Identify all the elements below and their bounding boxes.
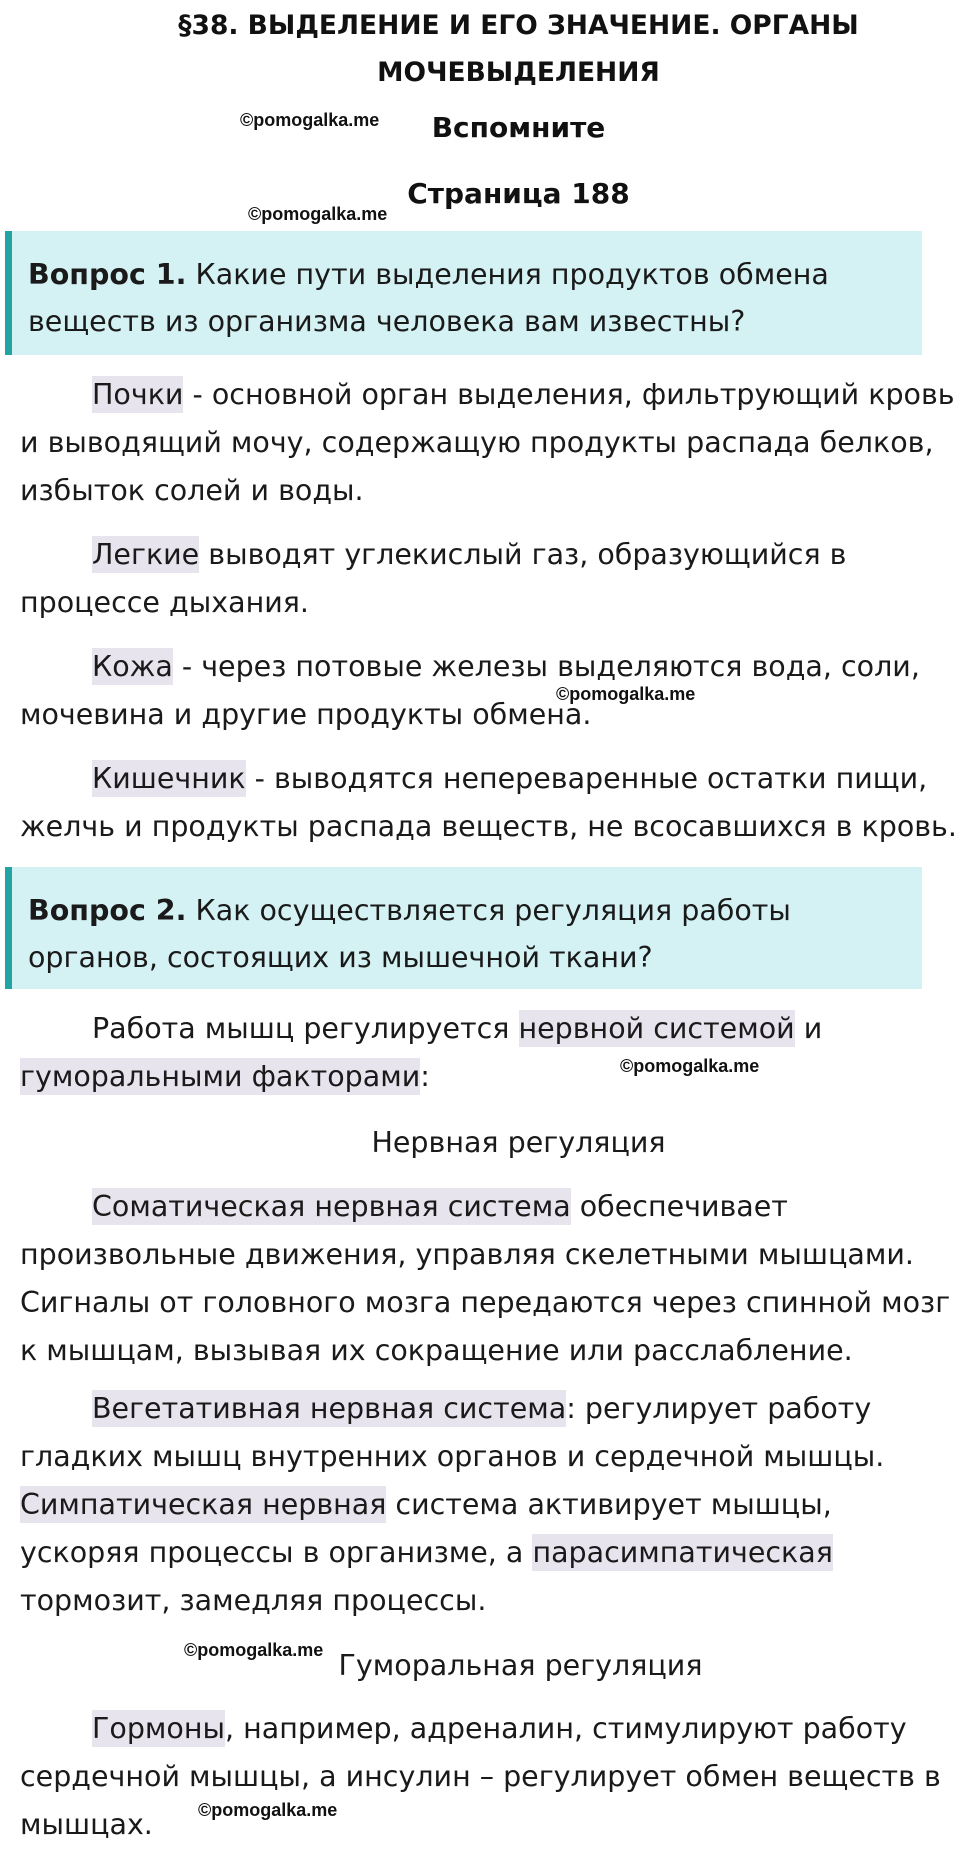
watermark: ©pomogalka.me <box>240 110 380 130</box>
paragraph-text: система активирует мышцы, ускоряя процессы в организме, а <box>20 1488 832 1569</box>
remember-heading: Вспомните <box>431 111 606 144</box>
regulation-intro <box>20 1005 960 1101</box>
page-title <box>0 2 960 96</box>
question-1-text: Какие пути выделения продуктов обмена веществ из организма человека вам известны? <box>28 258 829 338</box>
answer-text: - выводятся непереваренные остатки пищи, желчь и продукты распада веществ, не всосавшихся в кровь. <box>20 762 957 843</box>
intro-text: и <box>794 1012 823 1045</box>
hormones-paragraph <box>20 1705 960 1849</box>
term-hormones: Гормоны <box>92 1712 225 1745</box>
term-vegetative: Вегетативная нервная система <box>92 1392 567 1425</box>
title-line-2: МОЧЕВЫДЕЛЕНИЯ <box>377 57 660 88</box>
term-intestine: Кишечник <box>92 762 246 795</box>
watermark: ©pomogalka.me <box>248 204 388 224</box>
term-somatic: Соматическая нервная система <box>92 1190 571 1223</box>
nervous-regulation-heading: Нервная регуляция <box>371 1126 666 1159</box>
answer-text: - через потовые железы выделяются вода, соли, мочевина и другие продукты обмена. <box>20 650 920 731</box>
question-1-box <box>5 231 922 355</box>
vegetative-paragraph <box>20 1385 960 1625</box>
paragraph-text: тормозит, замедляя процессы. <box>20 1584 487 1617</box>
paragraph-text: обеспечивает произвольные движения, управляя скелетными мышцами. Сигналы от головного мозга передаются через спинной мозг к мышцам, вызывая их сокращение или расслабление. <box>20 1190 951 1367</box>
answer-intestine <box>20 755 960 851</box>
question-2-box <box>5 867 922 989</box>
paragraph-text: : регулирует работу гладких мышц внутренних органов и сердечной мышцы. <box>20 1392 885 1473</box>
answer-lungs <box>20 531 960 627</box>
question-2-label: Вопрос 2. <box>28 894 187 927</box>
intro-text: Работа мышц регулируется <box>92 1012 519 1045</box>
humoral-regulation-heading: Гуморальная регуляция <box>338 1649 703 1682</box>
answer-text: - основной орган выделения, фильтрующий кровь и выводящий мочу, содержащую продукты распада белков, избыток солей и воды. <box>20 378 955 507</box>
answer-kidneys <box>20 371 960 515</box>
term-parasympathetic: парасимпатическая <box>532 1536 833 1569</box>
term-humoral-factors: гуморальными факторами <box>20 1060 421 1093</box>
term-skin: Кожа <box>92 650 173 683</box>
answer-skin <box>20 643 960 739</box>
watermark: ©pomogalka.me <box>556 684 696 704</box>
watermark: ©pomogalka.me <box>198 1800 338 1820</box>
title-line-1: §38. ВЫДЕЛЕНИЕ И ЕГО ЗНАЧЕНИЕ. ОРГАНЫ <box>178 10 859 41</box>
somatic-paragraph <box>20 1183 960 1375</box>
question-2-text: Как осуществляется регуляция работы органов, состоящих из мышечной ткани? <box>28 894 791 974</box>
term-lungs: Легкие <box>92 538 200 571</box>
intro-text: : <box>420 1060 430 1093</box>
watermark: ©pomogalka.me <box>620 1056 760 1076</box>
term-sympathetic: Симпатическая нервная <box>20 1488 387 1521</box>
term-kidneys: Почки <box>92 378 184 411</box>
page-number: Страница 188 <box>407 177 630 210</box>
watermark: ©pomogalka.me <box>184 1640 324 1660</box>
question-1-label: Вопрос 1. <box>28 258 187 291</box>
term-nervous-system: нервной системой <box>518 1012 795 1045</box>
answer-text: выводят углекислый газ, образующийся в процессе дыхания. <box>20 538 847 619</box>
paragraph-text: , например, адреналин, стимулируют работу сердечной мышцы, а инсулин – регулирует обмен веществ в мышцах. <box>20 1712 941 1841</box>
